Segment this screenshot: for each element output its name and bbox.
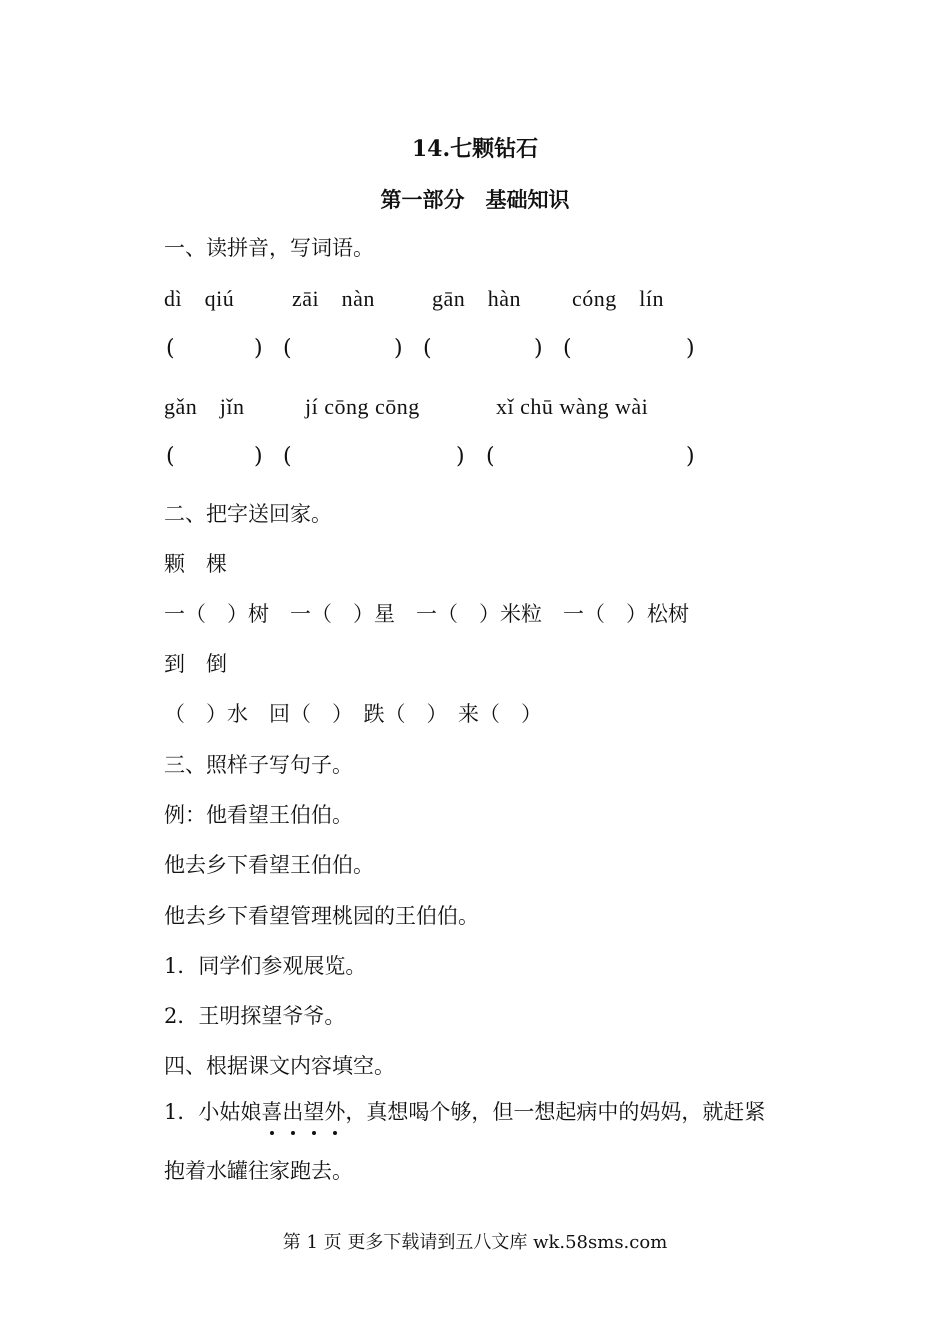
blank-close: ) xyxy=(456,444,465,469)
blank-close: ) xyxy=(394,336,403,361)
section-2-heading: 二、把字送回家。 xyxy=(164,502,332,526)
blank-open: ( xyxy=(486,444,495,469)
exercise-sentence-1: 1．同学们参观展览。 xyxy=(164,954,367,978)
emphasized-char: 出 xyxy=(282,1100,304,1124)
section-4-heading: 四、根据课文内容填空。 xyxy=(164,1054,395,1078)
pinyin-word: zāi nàn xyxy=(292,286,375,311)
character-pair-1: 颗 棵 xyxy=(164,552,227,576)
pinyin-word: jí cōng cōng xyxy=(305,394,420,419)
blank-open: ( xyxy=(283,336,292,361)
blank-close: ) xyxy=(254,444,263,469)
example-sentence-3: 他去乡下看望管理桃园的王伯伯。 xyxy=(164,904,479,928)
section-1-heading: 一、读拼音，写词语。 xyxy=(164,236,374,260)
emphasized-char: 望 xyxy=(303,1100,325,1124)
blank-close: ) xyxy=(686,444,695,469)
page-footer: 第 1 页 更多下载请到五八文库 wk.58sms.com xyxy=(282,1232,668,1253)
pinyin-word: gǎn jǐn xyxy=(164,394,245,419)
pinyin-word: cóng lín xyxy=(572,286,664,311)
cloze-question-1-continued: 抱着水罐往家跑去。 xyxy=(164,1159,353,1183)
example-sentence-2: 他去乡下看望王伯伯。 xyxy=(164,853,374,877)
character-pair-2: 到 倒 xyxy=(164,652,227,676)
blank-open: ( xyxy=(563,336,572,361)
pinyin-word: xǐ chū wàng wài xyxy=(496,394,649,419)
question-suffix: ，真想喝个够，但一想起病中的妈妈，就赶紧 xyxy=(345,1100,766,1124)
emphasized-char: 外 xyxy=(324,1100,346,1124)
blank-close: ) xyxy=(686,336,695,361)
cloze-question-1 xyxy=(164,1098,765,1126)
lesson-title: 14.七颗钻石 xyxy=(411,136,539,162)
fill-line-1: 一（ ）树 一（ ）星 一（ ）米粒 一（ ）松树 xyxy=(164,602,689,626)
blank-close: ) xyxy=(254,336,263,361)
emphasized-char: 喜 xyxy=(261,1100,283,1124)
section-3-heading: 三、照样子写句子。 xyxy=(164,753,353,777)
blank-open: ( xyxy=(423,336,432,361)
fill-line-2: （ ）水 回（ ） 跌（ ） 来（ ） xyxy=(164,702,542,726)
pinyin-word: dì qiú xyxy=(164,286,235,311)
pinyin-word: gān hàn xyxy=(432,286,522,311)
blank-open: ( xyxy=(166,444,175,469)
part-subtitle: 第一部分 基础知识 xyxy=(380,187,570,212)
blank-close: ) xyxy=(534,336,543,361)
blank-open: ( xyxy=(166,336,175,361)
exercise-sentence-2: 2．王明探望爷爷。 xyxy=(164,1004,346,1028)
blank-open: ( xyxy=(283,444,292,469)
example-sentence-1: 例：他看望王伯伯。 xyxy=(164,803,353,827)
question-prefix: 1．小姑娘 xyxy=(164,1100,262,1124)
